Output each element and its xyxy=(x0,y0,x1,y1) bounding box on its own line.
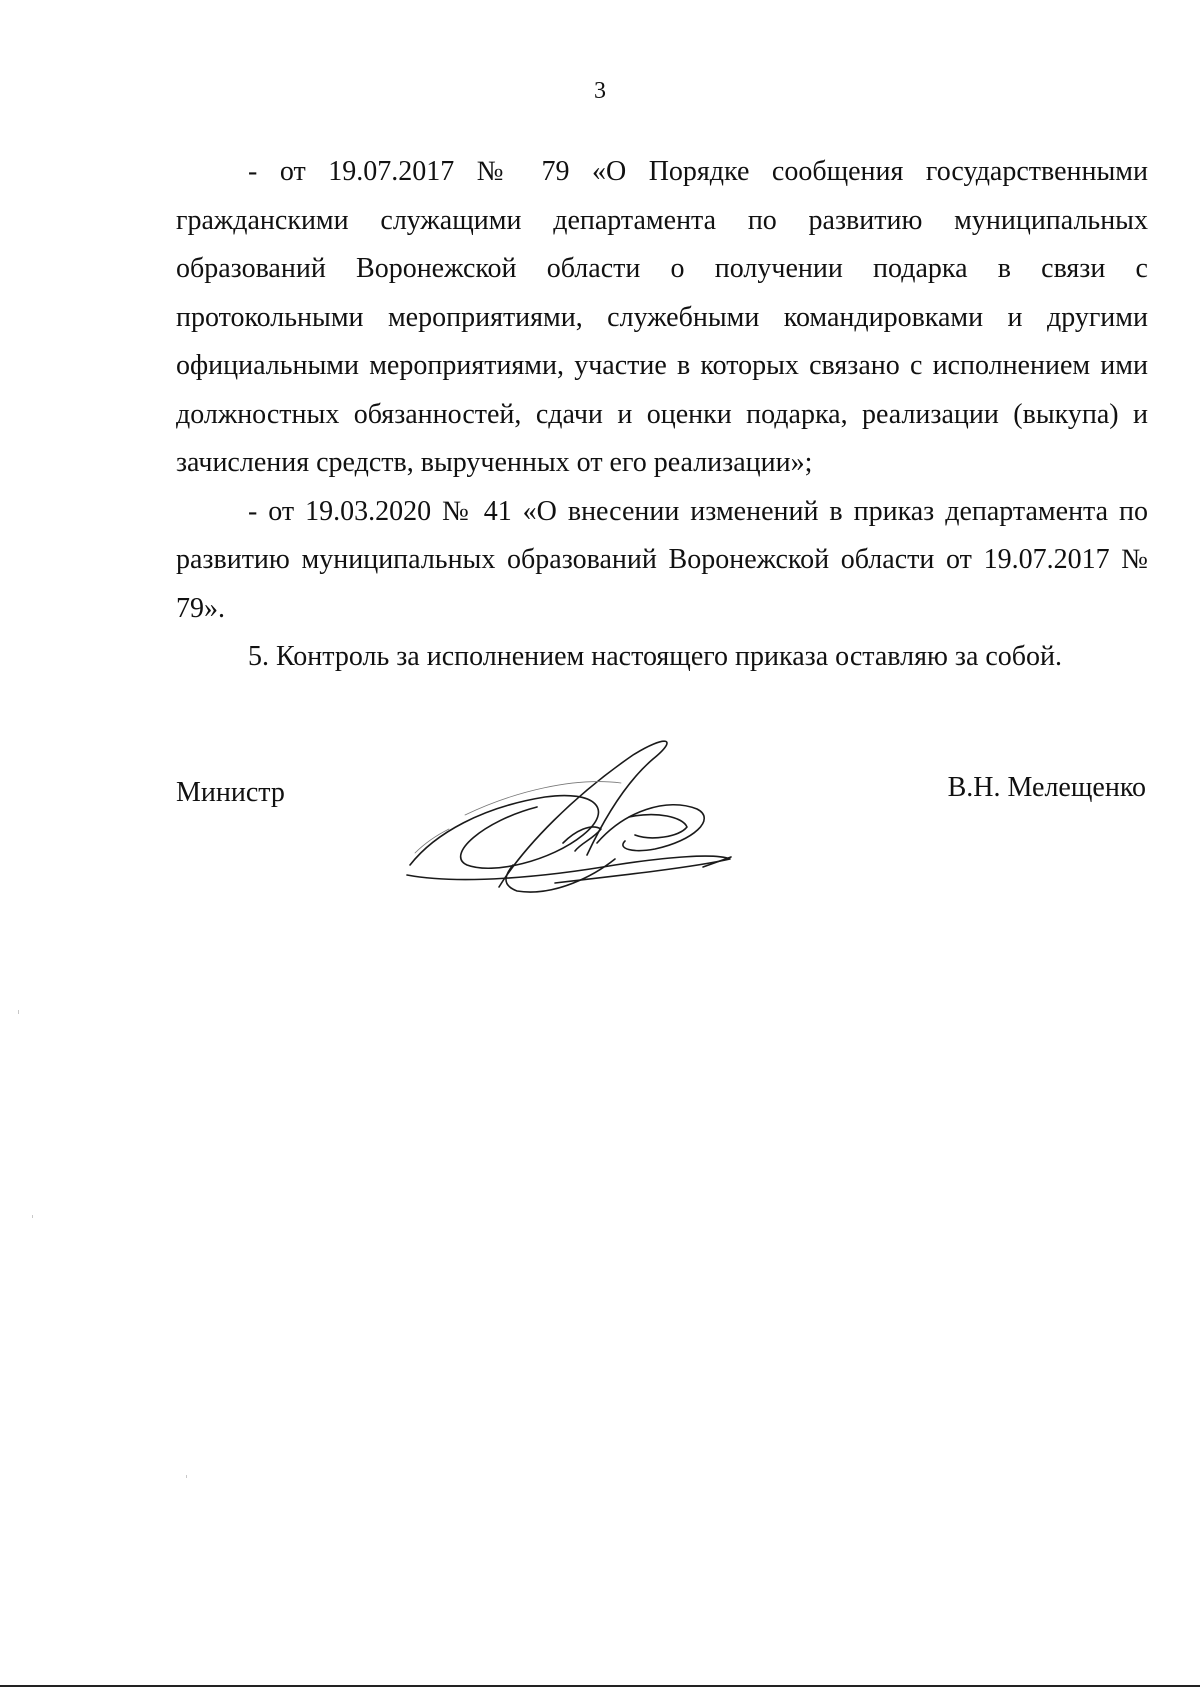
handwritten-signature xyxy=(405,725,765,900)
bottom-rule xyxy=(0,1685,1200,1687)
document-body xyxy=(176,148,1148,682)
signatory-name: В.Н. Мелещенко xyxy=(947,772,1146,803)
scan-speck xyxy=(186,1475,187,1478)
paragraph-order-79: - от 19.07.2017 № 79 «О Порядке сообщения государственными гражданскими служащими департамента по развитию муниципальных образований Воронежской области о получении подарка в связи с протокольными мероприятиями, служебными командировками и другими официальными мероприятиями, участие в которых связано с исполнением ими должностных обязанностей, сдачи и оценки подарка, реализации (выкупа) и зачисления средств, вырученных от его реализации»; xyxy=(176,156,1148,478)
page-number: 3 xyxy=(594,78,606,104)
scan-speck xyxy=(18,1010,19,1014)
signatory-position: Министр xyxy=(176,777,285,808)
scan-speck xyxy=(32,1215,33,1218)
paragraph-control-clause: 5. Контроль за исполнением настоящего приказа оставляю за собой. xyxy=(248,641,1063,672)
paragraph-order-41: - от 19.03.2020 № 41 «О внесении изменений в приказ департамента по развитию муниципальных образований Воронежской области от 19.07.2017 № 79». xyxy=(176,495,1148,624)
